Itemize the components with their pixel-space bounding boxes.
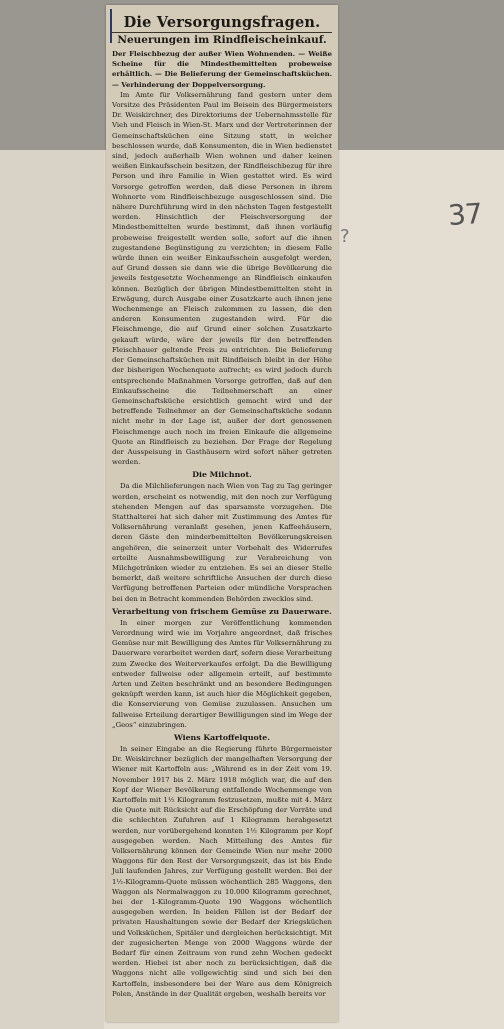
article-subhead: Neuerungen im Rindfleischeinkauf. — [117, 34, 327, 46]
section-title-gemuese: Verarbeitung von frischem Gemüse zu Dauerware. — [112, 606, 332, 616]
article-headline: Die Versorgungsfragen. — [123, 14, 321, 31]
section-paragraph: In einer morgen zur Veröffentlichung kommenden Verordnung wird wie im Vorjahre angeordnet, daß frisches Gemüse nur mit Bewilligung des Amtes für Volksernährung zu Dauerware verarbeitet werden darf, sofern diese Verarbeitung zum Zwecke des Weiterverkaufes erfolgt. Da die Bewilligung entweder fallweise oder allgemein erteilt, auf bestimmte Arten und Zeiten beschränkt und an besondere Bedingungen geknüpft werden kann, ist auch hier die Möglichkeit gegeben, die Konservierung von Gemüse zuzulassen. Ansuchen um fallweise Erteilung derartiger Bewilligungen sind im Wege der „Geos“ einzubringen. — [112, 618, 332, 729]
section-title-kartoffelquote: Wiens Kartoffelquote. — [174, 733, 270, 742]
newspaper-clipping — [106, 5, 338, 1022]
headline-rule — [112, 32, 332, 33]
section-paragraph: Da die Milchlieferungen nach Wien von Tag zu Tag geringer werden, erscheint es notwendig, mit den noch zur Verfügung stehenden Mengen auf das sparsamste vorzugehen. Die Statthalterei hat sich daher mit Zustimmung des Amtes für Volksernährung veranlaßt gesehen, jenen Kaffeehäusern, deren Gäste den minderbemittelten Bevölkerungskreisen angehören, die seinerzeit unter Vorbehalt des Widerrufes erteilte Ausnahmsbewilligung zur Verabreichung von Milchgetränken wieder zu entziehen. Es sei an dieser Stelle bemerkt, daß weitere schriftliche Ansuchen der durch diese Verfügung betroffenen Parteien oder mündliche Vorsprachen bei den in Betracht kommenden Behörden zwecklos sind. — [112, 482, 332, 603]
article — [106, 5, 338, 999]
article-summary: Der Fleischbezug der außer Wien Wohnenden. — Weiße Scheine für die Mindestbemittelten probeweise erhältlich. — Die Belieferung der Gemeinschaftsküchen. — Verhinderung der Doppelversorgung. — [112, 50, 332, 89]
mounting-paper-edge — [0, 150, 104, 1029]
section-paragraph: In seiner Eingabe an die Regierung führte Bürgermeister Dr. Weiskirchner bezüglich der mangelhaften Versorgung der Wiener mit Kartoffeln aus: „Während es in der Zeit vom 19. November 1917 bis 2. März 1918 möglich war, die auf den Kopf der Wiener Bevölkerung entfallende Wochenmenge von Kartoffeln mit 1½ Kilogramm festzusetzen, mußte mit 4. März die Quote mit Rücksicht auf die Erschöpfung der Vorräte und die schlechten Zufuhren auf 1 Kilogramm herabgesetzt werden, nur vorübergehend konnten 1½ Kilogramm per Kopf ausgegeben werden. Nach Mitteilung des Amtes für Volksernährung können der Gemeinde Wien nur mehr 2000 Waggons für den Rest der Versorgungszeit, das ist bis Ende Juli laufenden Jahres, zur Verfügung gestellt werden. Bei der 1½-Kilogramm-Quote müssen wöchentlich 285 Waggons, den Waggon als Normalwaggon zu 10.000 Kilogramm gerechnet, bei der 1-Kilogramm-Quote 190 Waggons wöchentlich ausgegeben werden. In beiden Fällen ist der Bedarf der privaten Haushaltungen sowie der Bedarf der Kriegsküchen und Volksküchen, Spitäler und dergleichen berücksichtigt. Mit der zugesicherten Menge von 2000 Waggons würde der Bedarf für einen Zeitraum von rund zehn Wochen gedeckt werden. Hiebei ist aber noch zu berücksichtigen, daß die Waggons nicht alle vollgewichtig sind und sich bei den Kartoffeln, insbesondere bei der Ware aus dem Königreich Polen, Anstände in der Qualität ergeben, weshalb bereits vor — [112, 745, 332, 998]
archive-number: 37 — [446, 196, 483, 233]
pencil-mark: ? — [340, 226, 350, 247]
section-title-milchnot: Die Milchnot. — [192, 470, 252, 480]
article-paragraph: Im Amte für Volksernährung fand gestern unter dem Vorsitze des Präsidenten Paul im Beisein des Bürgermeisters Dr. Weiskirchner, des Direktoriums der Uebernahmsstelle für Vieh und Fleisch in Wien-St. Marx und der Vertreterinnen der Gemeinschaftsküchen eine Sitzung statt, in welcher beschlossen wurde, daß Konsumenten, die in Wien bedienstet sind, jedoch außerhalb Wien wohnen und daher keinen weißen Einkaufsschein besitzen, der Rindfleischbezug für ihre Person und ihre Familie in Wien gestattet wird. Es wird Vorsorge getroffen werden, daß diese Personen in ihrem Wohnorte vom Rindfleischbezuge ausgeschlossen sind. Die nähere Durchführung wird in den nächsten Tagen festgestellt werden. Hinsichtlich der Fleischversorgung der Mindestbemittelten wurde bestimmt, daß ihnen vorläufig probeweise freigestellt werden solle, sofort auf die ihnen zugestandene Begünstigung zu verzichten; in diesem Falle würde ihnen ein weißer Einkaufsschein ausgefolgt werden, auf Grund dessen sie dann wie die übrige Bevölkerung die jeweils festgesetzte Wochenmenge an Rindfleisch einkaufen können. Bezüglich der übrigen Mindestbemittelten steht in Erwägung, durch Ausgabe einer Zusatzkarte auch ihnen jene Wochenmenge an Fleisch zukommen zu lassen, die den anderen Konsumenten zugestanden wird. Für die Fleischmenge, die auf Grund einer solchen Zusatzkarte gekauft würde, wäre der jeweils für den betreffenden Fleischhauer geltende Preis zu entrichten. Die Belieferung der Gemeinschaftsküchen mit Rindfleisch bleibt in der Höhe der bisherigen Wochenquote aufrecht; es wird jedoch durch entsprechende Maßnahmen Vorsorge getroffen, daß auf den Einkaufsscheine die Teilnehmerschaft an einer Gemeinschaftsküche ersichtlich gemacht wird und der betreffende Teilnehmer an der Gemeinschaftsküche sodann nicht mehr in der Lage ist, außer der dort genossenen Fleischmenge auch noch im freien Einkaufe die allgemeine Quote an Rindfleisch zu beziehen. Der Frage der Regelung der Ausspeisung in Gasthäusern wird sofort näher getreten werden. — [112, 90, 332, 467]
blue-pencil-bracket — [110, 9, 120, 43]
